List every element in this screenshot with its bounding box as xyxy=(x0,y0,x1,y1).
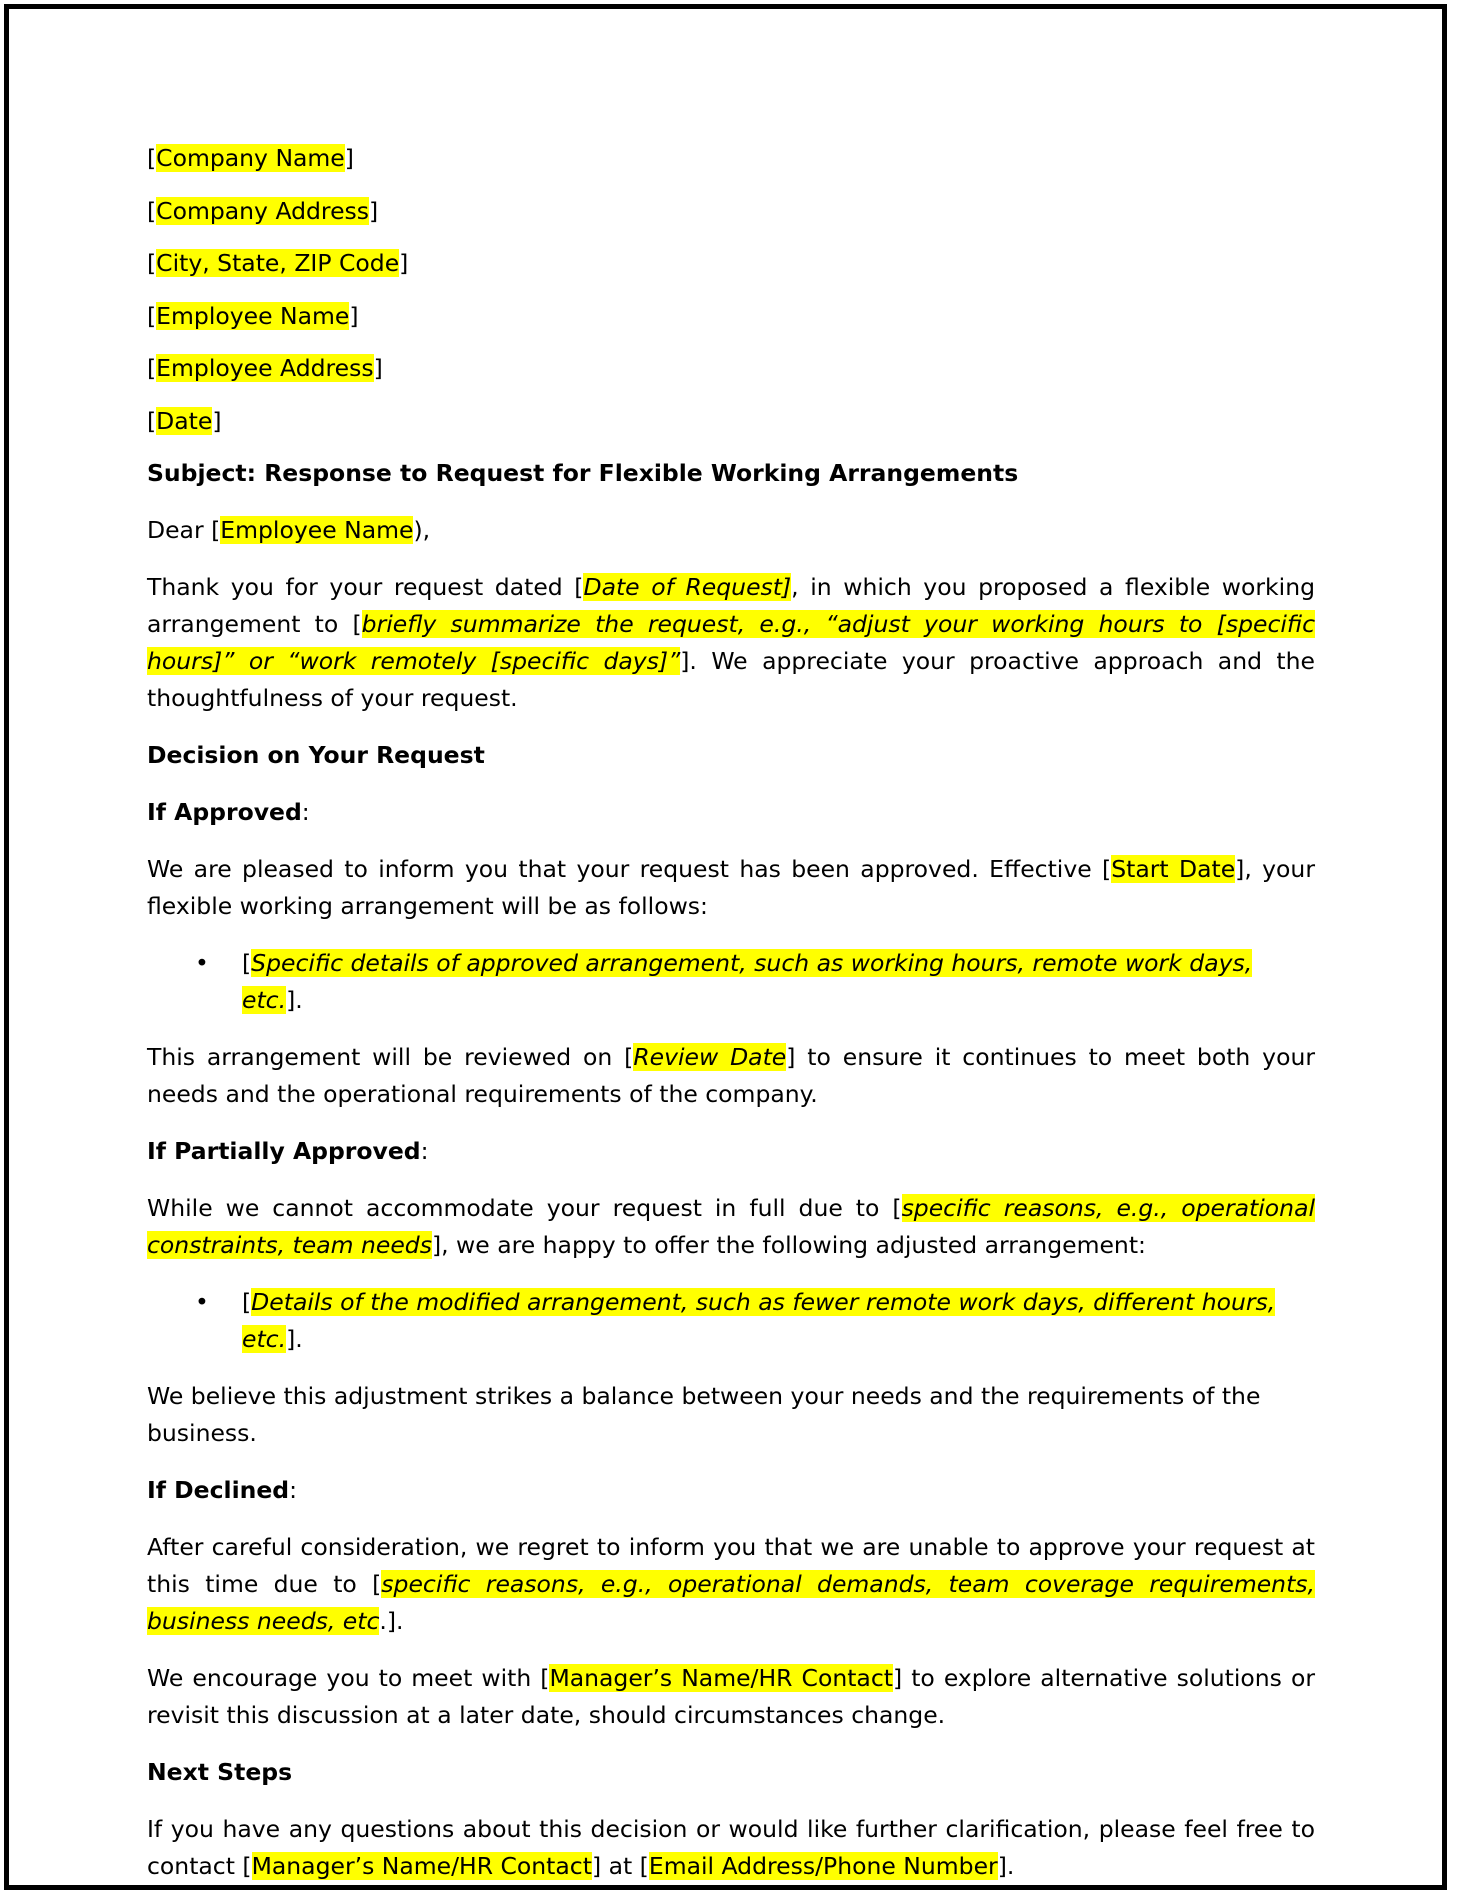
placeholder-start-date: Start Date xyxy=(1111,855,1236,883)
next-steps-heading: Next Steps xyxy=(147,1758,293,1786)
placeholder-review-date: Review Date xyxy=(633,1043,787,1071)
address-employee-address: [Employee Address] xyxy=(147,354,383,382)
bullet-icon: • xyxy=(195,1288,209,1316)
placeholder-partial-reasons: specific reasons, e.g., operational constraints, team needs xyxy=(147,1194,1315,1259)
address-date: [Date] xyxy=(147,406,222,435)
placeholder-date: Date xyxy=(156,406,213,435)
partial-heading: If Partially Approved: xyxy=(147,1137,429,1165)
address-city-state-zip: [City, State, ZIP Code] xyxy=(147,249,409,277)
next-steps-paragraph: If you have any questions about this decision or would like further clarification, please feel free to contact [Manager’s Name/HR Contact] at [Email Address/Phone Number]. xyxy=(147,1815,1315,1880)
salutation: Dear [Employee Name), xyxy=(147,516,431,544)
address-company-name: [Company Name] xyxy=(147,144,354,172)
placeholder-date-of-request: Date of Request] xyxy=(583,573,792,601)
placeholder-manager-contact: Manager’s Name/HR Contact xyxy=(549,1664,893,1692)
placeholder-email-phone: Email Address/Phone Number xyxy=(648,1852,998,1880)
declined-heading: If Declined: xyxy=(147,1476,298,1504)
approved-bullet-item: • [Specific details of approved arrangement, such as working hours, remote work days, etc.]. xyxy=(147,945,1315,1019)
placeholder-request-summary: briefly summarize the request, e.g., “adjust your working hours to [specific hours]” or “work remotely [specific days]” xyxy=(147,610,1315,675)
placeholder-declined-reasons: specific reasons, e.g., operational demands, team coverage requirements, business needs, etc xyxy=(147,1570,1316,1635)
placeholder-employee-name: Employee Name xyxy=(156,301,350,330)
placeholder-salutation-name: Employee Name xyxy=(220,516,414,544)
placeholder-employee-address: Employee Address xyxy=(156,354,374,382)
placeholder-next-steps-contact: Manager’s Name/HR Contact xyxy=(251,1852,592,1880)
placeholder-approved-details: Specific details of approved arrangement, such as working hours, remote work days, etc. xyxy=(242,949,1253,1014)
declined-paragraph: After careful consideration, we regret to inform you that we are unable to approve your request at this time due to [specific reasons, e.g., operational demands, team coverage requirements, business needs, etc.]. xyxy=(147,1533,1316,1635)
address-employee-name: [Employee Name] xyxy=(147,301,359,330)
review-paragraph: This arrangement will be reviewed on [Review Date] to ensure it continues to meet both your needs and the operational requirements of the company. xyxy=(147,1043,1316,1108)
intro-paragraph: Thank you for your request dated [Date of Request], in which you proposed a flexible working arrangement to [briefly summarize the request, e.g., “adjust your working hours to [specific hours]” or “work remotely [specific days]”]. We appreciate your proactive approach and the thoughtfulness of your request. xyxy=(147,573,1316,712)
placeholder-company-name: Company Name xyxy=(156,144,345,172)
bullet-icon: • xyxy=(195,949,209,977)
approved-heading: If Approved: xyxy=(147,798,310,826)
letter-document xyxy=(147,140,1315,1885)
encourage-paragraph: We encourage you to meet with [Manager’s Name/HR Contact] to explore alternative solutions or revisit this discussion at a later date, should circumstances change. xyxy=(147,1664,1315,1729)
placeholder-company-address: Company Address xyxy=(156,196,370,225)
approved-paragraph: We are pleased to inform you that your request has been approved. Effective [Start Date], your flexible working arrangement will be as follows: xyxy=(147,855,1315,920)
subject-line: Subject: Response to Request for Flexible Working Arrangements xyxy=(147,459,1019,487)
decision-heading: Decision on Your Request xyxy=(147,741,485,769)
address-company-address: [Company Address] xyxy=(147,196,379,225)
placeholder-modified-details: Details of the modified arrangement, such as fewer remote work days, different hours, etc. xyxy=(242,1288,1276,1353)
balance-paragraph: We believe this adjustment strikes a balance between your needs and the requirements of the business. xyxy=(147,1382,1261,1447)
placeholder-city-state-zip: City, State, ZIP Code xyxy=(156,249,400,277)
partial-bullet-item: • [Details of the modified arrangement, such as fewer remote work days, different hours, etc.]. xyxy=(147,1284,1315,1358)
partial-paragraph: While we cannot accommodate your request in full due to [specific reasons, e.g., operational constraints, team needs], we are happy to offer the following adjusted arrangement: xyxy=(147,1194,1315,1259)
